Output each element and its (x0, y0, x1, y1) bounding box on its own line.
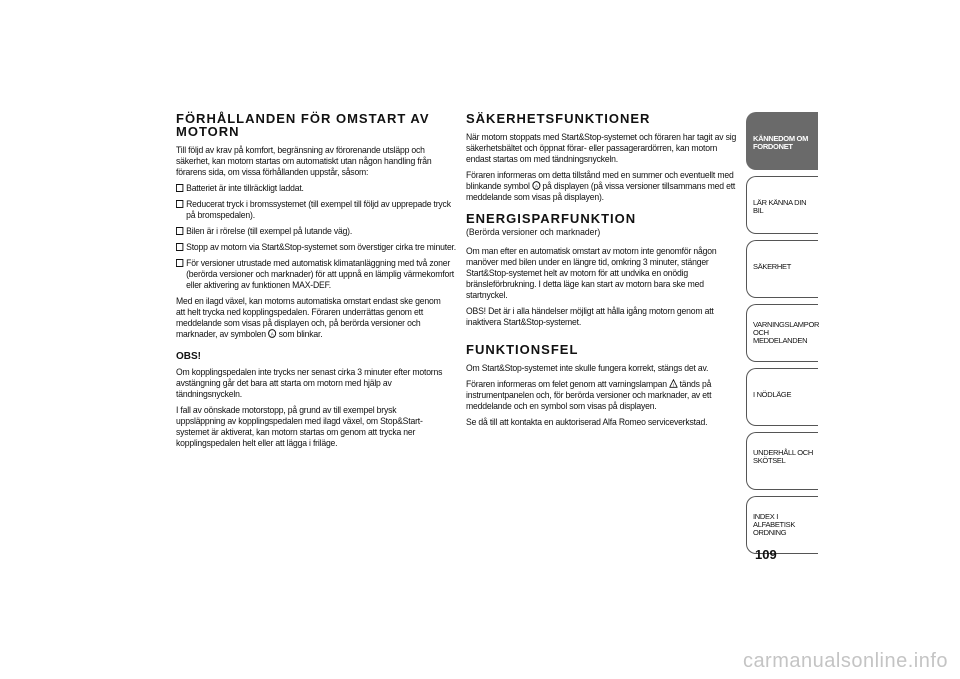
checkbox-bullet-icon (176, 259, 183, 267)
svg-text:A: A (534, 183, 538, 189)
versions-note: (Berörda versioner och marknader) (466, 226, 601, 237)
gear-restart-paragraph: Med en ilagd växel, kan motorns automatiska omstart endast ske genom att helt trycka ned kopplingspedalen. Föraren underrättas genom ett meddelande som visas på displayen och, på berörda versioner och marknader, av symbolen A som blinkar. (176, 295, 441, 339)
watermark: carmanualsonline.info (742, 650, 948, 672)
obs-paragraph: OBS! Det är i alla händelser möjligt att hålla igång motorn genom att inaktivera Start&Stop-systemet. (466, 305, 714, 327)
list-item: Stopp av motorn via Start&Stop-systemet som överstiger cirka tre minuter. (176, 241, 456, 252)
svg-text:!: ! (672, 383, 674, 388)
condition-list (176, 182, 456, 290)
tab-emergency[interactable]: I NÖDLÄGE (746, 368, 818, 426)
heading-restart-conditions: FÖRHÅLLANDEN FÖR OMSTART AV MOTORN (176, 111, 430, 139)
start-stop-symbol-icon (268, 329, 276, 338)
checkbox-bullet-icon (176, 200, 183, 208)
checkbox-bullet-icon (176, 243, 183, 251)
checkbox-bullet-icon (176, 184, 183, 192)
list-item: Bilen är i rörelse (till exempel på lutande väg). (176, 225, 456, 236)
list-item: Batteriet är inte tillräckligt laddat. (176, 182, 456, 193)
stall-paragraph: I fall av oönskade motorstopp, på grund av till exempel brysk uppsläppning av kopplingspedalen med ilagd växel, om Stop&Start-systemet är aktiverat, kan motorn startas om genom att trycka ner kopplingspedalen helt eller att lägga i friläge. (176, 404, 423, 448)
tab-maintenance[interactable]: UNDERHÅLL OCH SKÖTSEL (746, 432, 818, 490)
clutch-timeout-paragraph: Om kopplingspedalen inte trycks ner senast cirka 3 minuter efter motorns avstängning går det bara att starta om motorn med hjälp av tändningsnyckeln. (176, 366, 443, 399)
buzzer-paragraph: Föraren informeras om detta tillstånd med en summer och eventuellt med blinkande symbol A på displayen (på vissa versioner tillsammans med ett meddelande som visas på displayen). (466, 169, 736, 202)
energy-paragraph: Om man efter en automatisk omstart av motorn inte genomför någon manöver med bilen under en längre tid, omkring 3 minuter, stänger Start&Stop-systemet helt av motorn för att undvika en onödig bränsleförbrukning. I detta läge kan start av motorn bara ske med startnyckel. (466, 245, 717, 300)
tab-index[interactable]: INDEX I ALFABETISK ORDNING (746, 496, 818, 554)
list-item: För versioner utrustade med automatisk klimatanläggning med två zoner (berörda versioner och marknader) för att uppnå en lämplig värmekomfort eller aktivering av funktionen MAX-DEF. (176, 257, 456, 290)
tab-warning-lights[interactable]: VARNINGSLAMPOR OCH MEDDELANDEN (746, 304, 818, 362)
middle-column (466, 112, 742, 432)
chapter-tabs (746, 112, 818, 560)
malfunction-paragraph: Om Start&Stop-systemet inte skulle fungera korrekt, stängs det av. (466, 362, 709, 373)
heading-safety-functions: SÄKERHETSFUNKTIONER (466, 111, 651, 126)
start-stop-symbol-icon (532, 181, 540, 190)
page-number: 109 (755, 547, 777, 562)
left-column (176, 111, 456, 453)
heading-energy-saving: ENERGISPARFUNKTION (466, 211, 637, 226)
svg-text:A: A (270, 331, 274, 337)
warning-lamp-paragraph: Föraren informeras om felet genom att varningslampan ! tänds på instrumentpanelen och, för berörda versioner och marknader, av ett meddelande och en symbol som visas på displayen. (466, 378, 712, 411)
checkbox-bullet-icon (176, 227, 183, 235)
obs-label: OBS! (176, 351, 201, 362)
tab-get-to-know-car[interactable]: LÄR KÄNNA DIN BIL (746, 176, 818, 234)
tab-safety[interactable]: SÄKERHET (746, 240, 818, 298)
heading-malfunction: FUNKTIONSFEL (466, 342, 579, 357)
list-item: Reducerat tryck i bromssystemet (till exempel till följd av upprepade tryck på bromspedalen). (176, 198, 456, 220)
intro-paragraph: Till följd av krav på komfort, begränsning av förorenande utsläpp och säkerhet, kan motorn startas om automatiskt utan någon handling från förarens sida, om vissa förhållanden uppstår, såsom: (176, 144, 432, 177)
service-paragraph: Se då till att kontakta en auktoriserad Alfa Romeo serviceverkstad. (466, 416, 708, 427)
safety-paragraph: När motorn stoppats med Start&Stop-systemet och föraren har tagit av sig säkerhetsbältet och öppnat förar- eller passagerardörren, kan motorn endast startas om med tändningsnyckeln. (466, 131, 737, 164)
tab-vehicle-knowledge[interactable]: KÄNNEDOM OM FORDONET (746, 112, 818, 170)
warning-triangle-icon (669, 379, 677, 388)
